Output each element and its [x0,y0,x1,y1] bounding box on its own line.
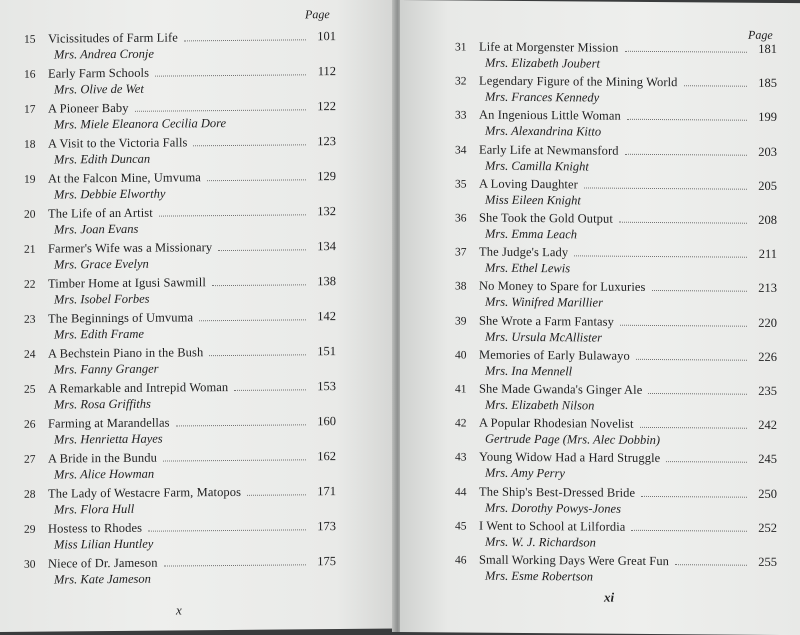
toc-entry [455,552,777,589]
toc-entry [455,416,777,453]
toc-entry [24,554,336,591]
chapter-author: Mrs. Ina Mennell [485,363,573,379]
chapter-number: 40 [455,349,467,362]
dot-leader [148,528,306,531]
chapter-author: Mrs. Rosa Griffiths [54,396,151,412]
page-number: 175 [317,554,336,569]
chapter-author: Mrs. Edith Frame [54,326,144,342]
chapter-number: 15 [24,33,36,46]
chapter-number: 38 [455,280,467,293]
chapter-author: Mrs. W. J. Richardson [485,534,596,550]
dot-leader [666,460,747,463]
chapter-title: A Loving Daughter [479,176,578,192]
page-folio: x [176,602,182,618]
toc-entry [455,347,777,384]
chapter-title: A Bechstein Piano in the Bush [48,345,204,361]
chapter-title: A Visit to the Victoria Falls [48,135,188,151]
chapter-title: Early Life at Newmansford [479,142,619,158]
dot-leader [193,143,306,146]
page-column-header: Page [748,27,773,42]
chapter-number: 20 [24,208,36,221]
chapter-number: 41 [455,383,467,396]
chapter-number: 18 [24,138,36,151]
chapter-title: The Beginnings of Umvuma [48,310,194,326]
chapter-title: I Went to School at Lilfordia [479,518,626,534]
page-number: 122 [317,99,336,114]
chapter-author: Mrs. Kate Jameson [54,571,151,587]
dot-leader [184,38,306,41]
toc-entry [24,449,336,486]
page-number: 211 [758,247,777,262]
toc-entry [455,142,777,179]
dot-leader [636,358,747,361]
toc-entry [24,274,336,311]
dot-leader [627,118,747,121]
chapter-title: Niece of Dr. Jameson [48,555,158,571]
chapter-title: The Lady of Westacre Farm, Matopos [48,484,242,501]
page-number: 220 [758,315,777,330]
toc-entry [24,204,336,241]
dot-leader [625,152,747,155]
chapter-author: Mrs. Andrea Cronje [54,46,154,62]
toc-entry [24,519,336,556]
page-number: 132 [317,204,336,219]
chapter-author: Mrs. Ursula McAllister [485,329,603,345]
chapter-number: 45 [455,520,467,533]
dot-leader [209,353,306,356]
chapter-number: 46 [455,554,467,567]
dot-leader [234,388,306,391]
chapter-author: Mrs. Camilla Knight [485,158,589,174]
chapter-number: 33 [455,109,467,122]
chapter-author: Mrs. Edith Duncan [54,151,151,167]
toc-entry [455,484,777,521]
chapter-title: Small Working Days Were Great Fun [479,552,670,569]
chapter-number: 19 [24,173,36,186]
chapter-number: 29 [24,523,36,536]
dot-leader [619,221,747,224]
chapter-number: 16 [24,68,36,81]
toc-entry [455,210,777,247]
chapter-number: 36 [455,212,467,225]
chapter-number: 27 [24,453,36,466]
toc-entry [455,74,777,111]
page-number: 203 [758,144,777,159]
chapter-author: Mrs. Frances Kennedy [485,89,600,105]
page-number: 134 [317,239,336,254]
chapter-author: Mrs. Winifred Marillier [485,295,603,310]
page-number: 160 [317,414,336,429]
page-number: 255 [758,554,777,569]
chapter-author: Mrs. Grace Evelyn [54,256,149,272]
dot-leader [155,73,306,76]
chapter-number: 39 [455,315,467,328]
page-number: 226 [758,349,777,364]
toc-entry [24,169,336,206]
page-number: 153 [317,379,336,394]
toc-entry [24,484,336,521]
dot-leader [212,283,306,286]
dot-leader [247,493,306,496]
toc-entry [24,309,336,346]
toc-entry [24,29,336,66]
chapter-author: Gertrude Page (Mrs. Alec Dobbin) [485,431,661,448]
chapter-title: The Ship's Best-Dressed Bride [479,484,636,500]
chapter-number: 43 [455,451,467,464]
dot-leader [164,563,306,566]
chapter-title: A Popular Rhodesian Novelist [479,415,634,432]
chapter-number: 44 [455,486,467,499]
dot-leader [631,529,747,532]
toc-entry [455,108,777,145]
chapter-title: Early Farm Schools [48,65,150,81]
chapter-author: Mrs. Debbie Elworthy [54,186,166,202]
chapter-author: Mrs. Olive de Wet [54,81,144,97]
dot-leader [163,458,306,461]
dot-leader [684,84,747,86]
chapter-number: 26 [24,418,36,431]
dot-leader [135,108,306,111]
dot-leader [641,494,747,497]
chapter-title: She Took the Gold Output [479,210,613,226]
toc-entry [24,134,336,171]
toc-entry [455,39,777,76]
page-number: 142 [317,309,336,324]
chapter-number: 34 [455,144,467,157]
chapter-author: Mrs. Emma Leach [485,226,578,242]
chapter-author: Mrs. Esme Robertson [485,568,593,584]
chapter-author: Mrs. Isobel Forbes [54,291,150,307]
chapter-title: At the Falcon Mine, Umvuma [48,170,201,186]
toc-entry [24,64,336,101]
chapter-title: A Pioneer Baby [48,100,129,116]
chapter-author: Miss Eileen Knight [485,192,581,208]
chapter-number: 37 [455,246,467,259]
chapter-number: 31 [455,41,467,54]
chapter-title: The Life of an Artist [48,205,153,221]
chapter-author: Mrs. Flora Hull [54,501,135,517]
chapter-author: Mrs. Alexandrina Kitto [485,124,602,139]
chapter-author: Mrs. Dorothy Powys-Jones [485,500,621,516]
toc-entry [455,279,777,316]
dot-leader [625,50,747,53]
toc-entry [455,450,777,487]
toc-entry [24,344,336,381]
chapter-title: A Bride in the Bundu [48,450,157,466]
chapter-author: Miss Lilian Huntley [54,536,154,552]
toc-entry [24,239,336,276]
chapter-author: Mrs. Elizabeth Joubert [485,55,600,71]
page-number: 173 [317,519,336,534]
chapter-title: Farmer's Wife was a Missionary [48,240,213,256]
chapter-author: Mrs. Elizabeth Nilson [485,397,595,413]
dot-leader [620,323,747,326]
chapter-title: Life at Morgenster Mission [479,39,619,55]
dot-leader [648,392,747,395]
page-number: 250 [758,486,777,501]
chapter-author: Mrs. Miele Eleanora Cecilia Dore [54,116,227,132]
toc-entry [455,381,777,418]
chapter-title: Memories of Early Bulawayo [479,347,630,363]
toc-list [400,0,800,584]
page-column-header: Page [305,7,330,22]
chapter-title: Timber Home at Igusi Sawmill [48,275,206,291]
chapter-number: 42 [455,417,467,430]
page-number: 181 [758,41,777,56]
chapter-number: 22 [24,278,36,291]
chapter-author: Mrs. Henrietta Hayes [54,431,163,447]
page-number: 213 [758,281,777,296]
dot-leader [675,563,747,566]
chapter-title: Farming at Marandellas [48,415,170,431]
page-number: 151 [317,344,336,359]
page-number: 129 [317,169,336,184]
dot-leader [218,248,306,251]
page-number: 162 [317,449,336,464]
dot-leader [176,423,306,426]
chapter-number: 23 [24,313,36,326]
chapter-title: Young Widow Had a Hard Struggle [479,450,661,466]
toc-entry [455,518,777,555]
chapter-number: 24 [24,348,36,361]
dot-leader [652,289,747,292]
chapter-title: Vicissitudes of Farm Life [48,30,178,46]
chapter-author: Mrs. Amy Perry [485,466,565,481]
chapter-title: No Money to Spare for Luxuries [479,279,646,295]
chapter-number: 17 [24,103,36,116]
chapter-author: Mrs. Alice Howman [54,466,155,482]
toc-entry [24,379,336,416]
chapter-title: The Judge's Lady [479,244,569,260]
dot-leader [640,426,747,429]
chapter-title: An Ingenious Little Woman [479,108,621,124]
chapter-number: 35 [455,178,467,191]
page-number: 205 [758,178,777,193]
toc-entry [455,176,777,213]
chapter-author: Mrs. Joan Evans [54,221,139,237]
page-number: 242 [758,418,777,433]
page-number: 185 [758,76,777,91]
page-number: 138 [317,274,336,289]
chapter-author: Mrs. Fanny Granger [54,361,159,377]
dot-leader [574,255,747,258]
right-page [400,0,800,635]
page-number: 123 [317,134,336,149]
toc-entry [455,313,777,350]
page-number: 252 [758,520,777,535]
page-folio: xi [604,589,615,605]
page-number: 112 [317,64,336,79]
page-number: 199 [758,110,777,125]
dot-leader [207,178,306,181]
chapter-author: Mrs. Ethel Lewis [485,260,571,276]
page-number: 245 [758,452,777,467]
page-number: 208 [758,212,777,227]
dot-leader [584,186,747,189]
toc-entry [455,245,777,282]
page-number: 235 [758,383,777,398]
toc-entry [24,99,336,136]
toc-entry [24,414,336,451]
chapter-title: She Wrote a Farm Fantasy [479,313,614,329]
chapter-number: 32 [455,75,467,88]
chapter-title: She Made Gwanda's Ginger Ale [479,381,643,397]
chapter-title: A Remarkable and Intrepid Woman [48,380,229,396]
left-page [0,0,396,632]
page-number: 171 [317,484,336,499]
chapter-title: Legendary Figure of the Mining World [479,73,678,90]
chapter-number: 25 [24,383,36,396]
chapter-title: Hostess to Rhodes [48,520,143,536]
page-number: 101 [317,29,336,44]
chapter-number: 28 [24,488,36,501]
dot-leader [199,318,306,321]
chapter-number: 30 [24,558,36,571]
chapter-number: 21 [24,243,36,256]
dot-leader [159,213,306,216]
